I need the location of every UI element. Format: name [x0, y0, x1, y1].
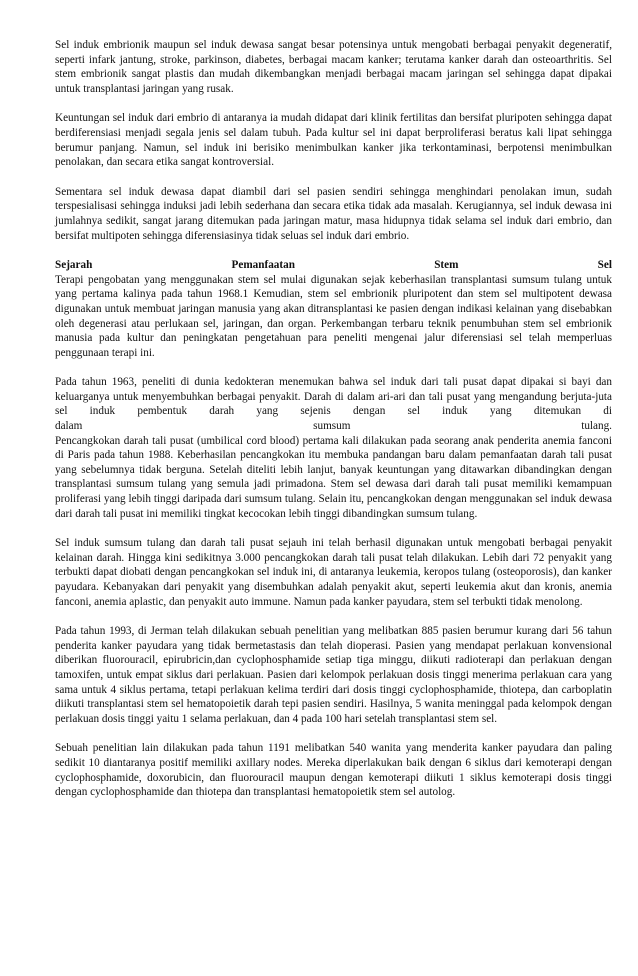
split-word: tulang. — [581, 420, 612, 433]
paragraph-cord-success: Sel induk sumsum tulang dan darah tali pusat sejauh ini telah berhasil digunakan untuk mengobati berbagai penyakit kelainan darah. Hingga kini sedikitnya 3.000 pencangkokan darah tali pusat telah dilakukan. Lebih dari 72 penyakit yang terbukti dapat diobati dengan pencangkokan sel induk ini, di antaranya leukemia, keropos tulang (osteoporosis), dan kanker payudara. Kebanyakan dari penyakit yang disembuhkan adalah penyakit akut, seperti leukemia akut dan kronis, anemia fanconi, anemia aplastic, dan penyakit auto immune. Namun pada kanker payudara, stem sel terbukti tidak menolong. — [55, 537, 612, 608]
paragraph-stem-cell-potential: Sel induk embrionik maupun sel induk dewasa sangat besar potensinya untuk mengobati berbagai penyakit degeneratif, seperti infark jantung, stroke, parkinson, diabetes, berbagai macam kanker; terutama kanker darah dan osteoarthritis. Sel stem embrionik sangat plastis dan mudah dikembangkan menjadi berbagai macam jaringan sel sehingga dapat dipakai untuk transplantasi jaringan yang rusak. — [55, 39, 612, 95]
split-word: sumsum — [313, 420, 351, 433]
cord-blood-text-1: Pada tahun 1963, peneliti di dunia kedokteran menemukan bahwa sel induk dari tali pusat dapat dipakai si bayi dan keluarganya untuk menyembuhkan berbagai penyakit. Darah di dalam ari-ari dan tali pusat yang mengandung berjuta-juta sel induk pembentuk darah yang sejenis dengan sel induk yang ditemukan di — [55, 376, 612, 418]
paragraph-cord-blood — [55, 375, 612, 521]
paragraph-embryonic-advantages: Keuntungan sel induk dari embrio di antaranya ia mudah didapat dari klinik fertilitas dan bersifat pluripoten sehingga dapat berdiferensiasi menjadi segala jenis sel dalam tubuh. Pada kultur sel ini dapat berproliferasi beratus kali lipat sehingga berumur panjang. Namun, sel induk ini berisiko menimbulkan kanker jika terkontaminasi, berpotensi menimbulkan penolakan, dan secara etika sangat kontroversial. — [55, 112, 612, 169]
heading-word: Sejarah — [55, 259, 93, 272]
paragraph-germany-study: Pada tahun 1993, di Jerman telah dilakukan sebuah penelitian yang melibatkan 885 pasien berumur kurang dari 56 tahun penderita kanker payudara yang tidak bermetastasis dan telah dioperasi. Pasien yang mendapat perlakuan konvensional diberikan fluorouracil, epirubricin,dan cyclophosphamide setiap tiga minggu, diikuti radioterapi dan perlakuan dengan tamoxifen, untuk empat siklus dari perlakuan. Pasien dari kelompok perlakuan dosis tinggi menerima perlakuan cara yang sama untuk 4 siklus pertama, tetapi perlakuan kelima terdiri dari dosis tinggi cyclophosphamide, thiotepa, dan carboplatin diikuti transplantasi stem sel hematopoietik darah tepi pasien sendiri. Hasilnya, 5 wanita meninggal pada kelompok dengan perlakuan dosis tinggi yaitu 1 selama perlakuan, dan 4 pada 100 hari setelah transplantasi stem sel. — [55, 625, 612, 725]
heading-word: Sel — [597, 259, 612, 272]
section-heading — [55, 258, 612, 273]
heading-word: Stem — [434, 259, 459, 272]
heading-word: Pemanfaatan — [231, 259, 295, 272]
cord-blood-text-2: Pencangkokan darah tali pusat (umbilical cord blood) pertama kali dilakukan pada seorang anak penderita anemia fanconi di Paris pada tahun 1988. Keberhasilan pencangkokan itu membuka pandangan baru dalam pemanfaatan darah tali pusat yang sebelumnya tidak berguna. Setelah diteliti lebih lanjut, banyak keuntungan yang ditawarkan dibandingkan dengan transplantasi sumsum tulang yang semula jadi primadona. Stem sel dewasa dari darah tali pusat memiliki kemampuan proliferasi yang lebih tinggi daripada dari sumsum tulang. Selain itu, pencangkokan dengan menggunakan sel induk dewasa dari darah tali pusat ini memiliki tingkat kecocokan lebih tinggi dibandingkan sumsum tulang. — [55, 434, 612, 520]
cord-blood-split-line — [55, 419, 612, 434]
paragraph-adult-stem-cells: Sementara sel induk dewasa dapat diambil dari sel pasien sendiri sehingga menghindari penolakan imun, sudah terspesialisasi sehingga induksi jadi lebih sederhana dan secara etika tidak ada masalah. Kerugiannya, sel induk dewasa ini jumlahnya sedikit, sangat jarang ditemukan pada jaringan matur, masa hidupnya tidak selama sel induk dari embrio, dan bersifat multipoten sehingga diferensiasinya tidak seluas sel induk dari embrio. — [55, 185, 612, 242]
paragraph-other-study: Sebuah penelitian lain dilakukan pada tahun 1191 melibatkan 540 wanita yang menderita kanker payudara dan paling sedikit 10 diantaranya positif memiliki axillary nodes. Mereka diperlakukan baik dengan 6 siklus dari kemoterapi dengan cyclophosphamide, doxorubicin, dan fluorouracil maupun dengan kemoterapi diikuti 1 siklus kemoterapi dosis tinggi dengan cyclophosphamide dan thiotepa dan transplantasi hematopoietik stem sel autolog. — [55, 742, 612, 799]
paragraph-history: Terapi pengobatan yang menggunakan stem sel mulai digunakan sejak keberhasilan transplantasi sumsum tulang untuk yang pertama kalinya pada tahun 1968.1 Kemudian, stem sel embrionik pluripotent dan stem sel multipotent dewasa digunakan untuk membuat jaringan manusia yang akan ditransplantasi ke pasien dengan indikasi kelainan yang disebabkan oleh degenerasi atau perlukaan sel, jaringan, dan organ. Perkembangan terbaru teknik penumbuhan stem sel embrionik manusia pada kultur dan peningkatan pengetahuan para peneliti mengenai jalur diferensiasi sel telah memperluas penggunaan terapi ini. — [55, 273, 612, 359]
split-word: dalam — [55, 420, 83, 433]
